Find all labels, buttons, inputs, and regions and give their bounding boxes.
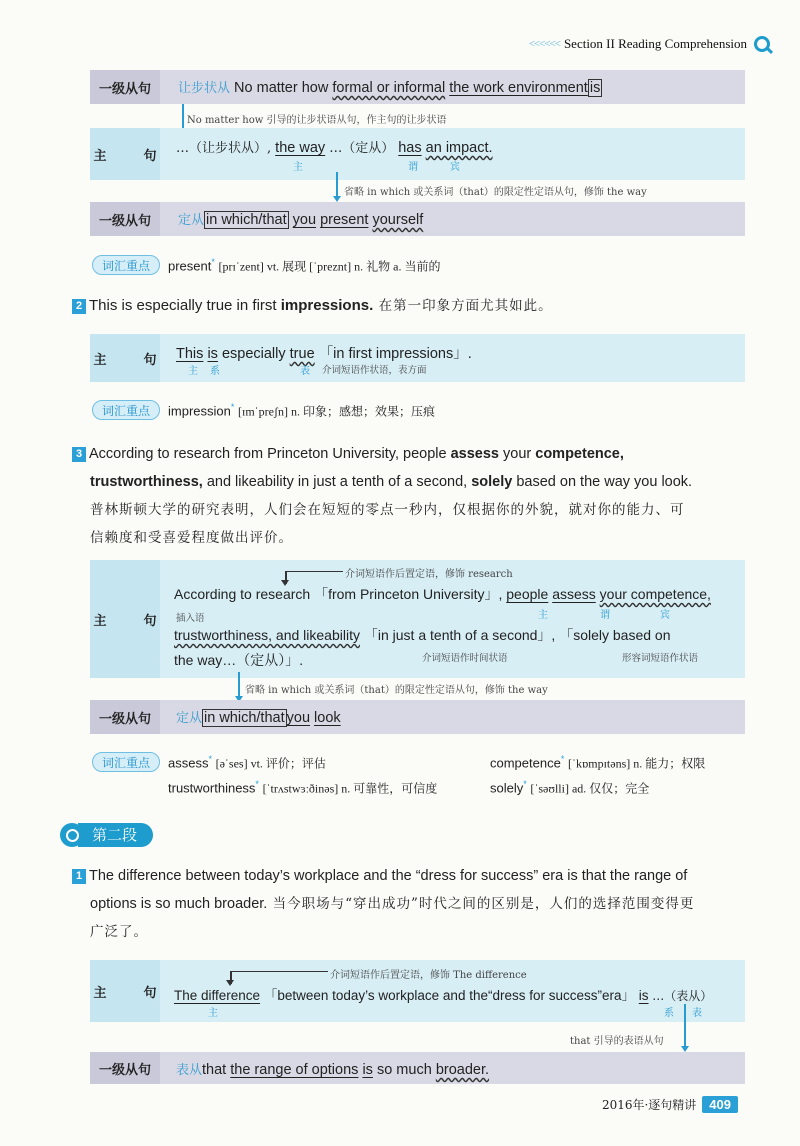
main-subj: people	[506, 586, 549, 602]
role-subject: 主	[188, 366, 198, 377]
role-predicative: 表	[692, 1008, 702, 1019]
row-label: 主 句	[90, 128, 160, 180]
clause-tag: 让步状从	[178, 81, 231, 96]
sentence-cn: 信赖度和受喜爱程度做出评价。	[90, 530, 293, 546]
main-part: According to research	[174, 586, 311, 602]
role-subject: 主	[208, 1008, 218, 1019]
role-predicative: 表	[300, 366, 310, 377]
sentence-cn: 普林斯顿大学的研究表明，人们会在短短的零点一秒内，仅根据你的外貌，就对你的能力、可	[90, 502, 685, 518]
clause-pred: formal or informal	[332, 80, 446, 96]
clause-verb: is	[589, 80, 601, 96]
main-subj: the way	[275, 140, 326, 156]
section-heading	[60, 822, 153, 848]
main-text	[176, 137, 493, 156]
clause-subj: the work environment	[449, 80, 588, 96]
main-pred: …（表从）	[652, 989, 713, 1003]
clause-text	[176, 707, 341, 726]
note: 介词短语作时间状语	[422, 653, 508, 664]
main-text	[174, 984, 712, 1004]
sentence-en: This is especially true in first	[89, 297, 281, 314]
running-header	[529, 36, 770, 52]
clause-obj: yourself	[372, 212, 424, 228]
main-text-line2	[174, 625, 671, 645]
note: 介词短语作后置定语，修饰 The difference	[330, 970, 527, 981]
note: 插入语	[176, 613, 205, 624]
vocab-tag: 词汇重点	[92, 255, 160, 275]
sentence-keyword: competence,	[535, 446, 624, 462]
note: 省略 in which 或关系词（that）的限定性定语从句，修饰 the way	[245, 685, 548, 696]
note: No matter how 引导的让步状语从句，作主句的让步状语	[187, 115, 447, 126]
main-adverbial: 「in first impressions」.	[318, 346, 472, 362]
clause-adv: so much	[376, 1062, 432, 1078]
main-subj: The difference	[174, 988, 261, 1003]
main-part: …（定从）	[329, 141, 395, 156]
sentence-cn: 广泛了。	[90, 924, 148, 940]
main-subj: This	[176, 346, 204, 362]
sentence-number: 2	[72, 299, 86, 314]
clause-row-4	[90, 1052, 745, 1084]
row-label: 主 句	[90, 560, 160, 678]
sentence-en: options is so much broader.	[90, 896, 268, 912]
row-label: 一级从句	[90, 70, 160, 104]
sentence-keyword: solely	[471, 474, 513, 490]
main-verb: is	[638, 988, 649, 1003]
main-adv: especially	[221, 346, 286, 362]
main-part: 「from Princeton University」,	[314, 586, 503, 602]
main-obj: an impact.	[425, 140, 493, 156]
clause-text	[178, 77, 602, 96]
vocab-word: present	[168, 258, 212, 274]
clause-subj: you	[292, 212, 317, 228]
note: 省略 in which 或关系词（that）的限定性定语从句，修饰 the way	[344, 187, 647, 198]
main-text-line1	[174, 584, 711, 604]
row-label: 一级从句	[90, 1052, 160, 1084]
clause-verb: look	[314, 710, 341, 726]
clause-row-2	[90, 202, 745, 236]
clause-pred: broader.	[435, 1062, 490, 1078]
row-label: 主 句	[90, 334, 160, 382]
sentence-en: based on the way you look.	[512, 474, 693, 490]
role-linking: 系	[664, 1008, 674, 1019]
sentence-2	[72, 292, 748, 320]
clause-conj: that	[202, 1062, 227, 1078]
clause-tag: 定从	[176, 711, 203, 726]
note: 形容词短语作状语	[622, 653, 699, 664]
sentence-en: According to research from Princeton University, people	[89, 446, 451, 462]
main-verb: has	[398, 140, 422, 156]
role-object: 宾	[660, 610, 670, 621]
footer-text: 2016年·逐句精讲	[601, 1098, 697, 1112]
role-predicate: 谓	[600, 610, 610, 621]
main-part: the way…（定从）」.	[174, 652, 304, 668]
main-part: 「between today’s workplace and the“dress for success”era」	[263, 988, 636, 1003]
row-label: 一级从句	[90, 202, 160, 236]
main-pred: true	[289, 346, 315, 362]
main-verb: assess	[552, 586, 596, 602]
main-obj: your competence,	[599, 586, 711, 602]
vocab-word: trustworthiness	[168, 780, 256, 796]
vocab-word: impression	[168, 403, 231, 419]
clause-conj: No matter how	[234, 80, 329, 96]
vocab-def: [ˈkɒmpɪtəns] n. 能力；权限	[567, 756, 706, 771]
sentence-cn: 在第一印象方面尤其如此。	[373, 298, 553, 314]
vocab-entry: competence* [ˈkɒmpɪtəns] n. 能力；权限	[490, 754, 706, 771]
sentence-en: your	[498, 446, 536, 462]
clause-conj: in which/that	[206, 212, 287, 228]
note: 介词短语作后置定语，修饰 research	[345, 569, 513, 580]
main-text-line3	[174, 650, 303, 670]
clause-row-1	[90, 70, 745, 104]
clause-text	[176, 1059, 489, 1078]
row-label: 一级从句	[90, 700, 160, 734]
role-linking: 系	[210, 366, 220, 377]
clause-row-3	[90, 700, 745, 734]
header-title: Section II Reading Comprehension	[563, 36, 747, 51]
role-subject: 主	[538, 610, 548, 621]
vocab-def: [prɪˈzent] vt. 展现 [ˈpreznt] n. 礼物 a. 当前的	[218, 259, 441, 274]
sentence-keyword: trustworthiness,	[90, 474, 203, 490]
sentence-number: 3	[72, 447, 86, 462]
clause-conj: in which/that	[204, 710, 285, 726]
main-clause-row	[90, 560, 745, 678]
clause-subj: you	[286, 710, 311, 726]
vocab-def: [ɪmˈpreʃn] n. 印象；感想；效果；压痕	[238, 404, 435, 419]
sentence-en: The difference between today’s workplace and the “dress for success” era is that the range of	[89, 868, 688, 884]
sentence-en: and likeability in just a tenth of a second,	[202, 474, 472, 490]
vocab-tag: 词汇重点	[92, 400, 160, 420]
main-text	[176, 342, 472, 363]
main-clause-row	[90, 960, 745, 1022]
sentence-keyword: impressions.	[280, 297, 374, 314]
vocab-word: competence	[490, 755, 561, 771]
row-label: 主 句	[90, 960, 160, 1022]
clause-tag: 表从	[176, 1063, 203, 1078]
header-arrows: <<<<<<	[528, 38, 560, 50]
main-part: 「in just a tenth of a second」,	[363, 627, 556, 643]
vocab-word: solely	[490, 780, 524, 796]
section-title: 第二段	[78, 823, 153, 847]
sentence-cn: 当今职场与“穿出成功”时代之间的区别是，人们的选择范围变得更	[267, 896, 695, 912]
vocab-def: [ˈtrʌstwɜːðinəs] n. 可靠性，可信度	[262, 781, 438, 796]
main-clause-row	[90, 334, 745, 382]
clause-subj: the range of options	[230, 1062, 359, 1078]
search-icon	[754, 36, 770, 52]
vocab-def: [əˈses] vt. 评价；评估	[215, 756, 326, 771]
role-subject: 主	[293, 162, 303, 173]
sentence-3	[72, 440, 748, 552]
search-icon	[60, 823, 84, 847]
sentence-number: 1	[72, 869, 86, 884]
clause-tag: 定从	[178, 213, 205, 228]
vocab-entry: assess* [əˈses] vt. 评价；评估	[168, 754, 326, 771]
vocab-word: assess	[168, 755, 209, 771]
note: 介词短语作状语，表方面	[322, 365, 427, 376]
role-predicate: 谓	[408, 162, 418, 173]
main-clause-row	[90, 128, 745, 180]
note: that 引导的表语从句	[570, 1036, 664, 1047]
vocab-entry: solely* [ˈsəʊlli] ad. 仅仅；完全	[490, 779, 650, 796]
main-verb: is	[207, 346, 218, 362]
vocab-tag: 词汇重点	[92, 752, 160, 772]
vocab-def: [ˈsəʊlli] ad. 仅仅；完全	[530, 781, 650, 796]
main-part: 「solely based on	[559, 627, 671, 643]
role-object: 宾	[450, 162, 460, 173]
vocab-entry: impression* [ɪmˈpreʃn] n. 印象；感想；效果；压痕	[168, 402, 435, 419]
main-part: …（让步状从）,	[176, 141, 272, 156]
vocab-entry: present* [prɪˈzent] vt. 展现 [ˈpreznt] n. 礼物 a. 当前的	[168, 257, 441, 274]
clause-text	[178, 209, 423, 228]
main-obj: trustworthiness, and likeability	[174, 627, 360, 643]
sentence-4	[72, 862, 748, 946]
sentence-keyword: assess	[450, 446, 499, 462]
clause-verb: is	[362, 1062, 373, 1078]
vocab-entry: trustworthiness* [ˈtrʌstwɜːðinəs] n. 可靠性，可信度	[168, 779, 438, 796]
page-footer	[602, 1096, 738, 1113]
page-number: 409	[702, 1096, 738, 1113]
clause-verb: present	[320, 212, 369, 228]
